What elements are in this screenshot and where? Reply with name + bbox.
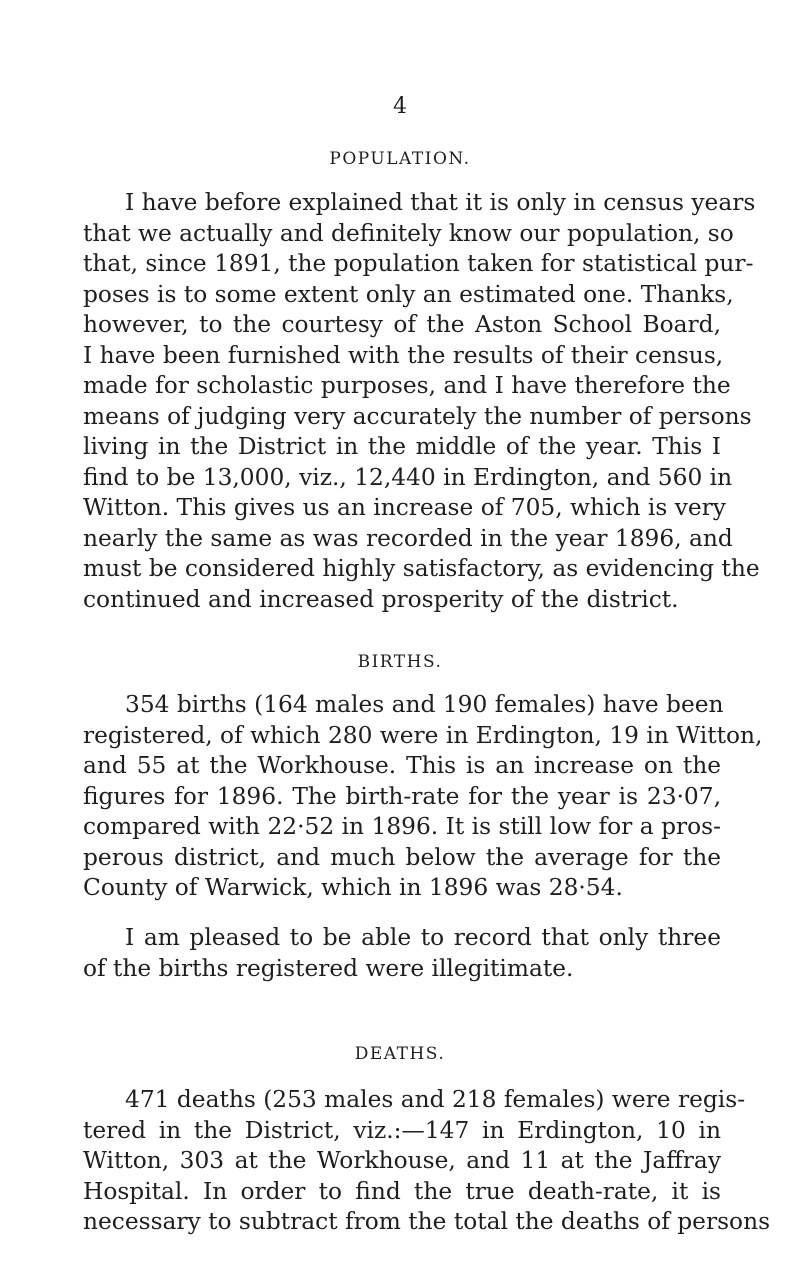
text-line: tered in the District, viz.:—147 in Erdington, 10 in [83, 1116, 721, 1144]
text-line: 471 deaths (253 males and 218 females) were regis- [125, 1086, 746, 1113]
text-line: and 55 at the Workhouse. This is an increase on the [83, 752, 721, 779]
text-line: Witton. This gives us an increase of 705, which is very [83, 494, 726, 521]
text-line: I am pleased to be able to record that only three [125, 924, 721, 951]
text-line: registered, of which 280 were in Erdington, 19 in Witton, [83, 721, 763, 749]
text-line: compared with 22·52 in 1896. It is still low for a pros- [83, 813, 721, 840]
text-line: 354 births (164 males and 190 females) have been [125, 691, 724, 718]
text-line: continued and increased prosperity of the district. [83, 585, 679, 613]
paragraph-births [83, 690, 763, 904]
text-line: must be considered highly satisfactory, as evidencing the [83, 555, 760, 582]
text-line: that we actually and definitely know our population, so [83, 219, 734, 247]
text-line: made for scholastic purposes, and I have therefore the [83, 372, 731, 399]
text-line: perous district, and much below the average for the [83, 843, 721, 871]
text-line: I have been furnished with the results of their census, [83, 341, 724, 369]
text-line: however, to the courtesy of the Aston School Board, [83, 311, 721, 338]
paragraph-population [83, 188, 760, 615]
section-heading-births: BIRTHS. [357, 652, 443, 672]
section-heading-population: POPULATION. [329, 149, 471, 169]
text-line: I have before explained that it is only in census years [125, 189, 756, 216]
text-line: find to be 13,000, viz., 12,440 in Erdington, and 560 in [83, 463, 733, 491]
text-line: Hospital. In order to find the true death-rate, it is [83, 1177, 721, 1205]
text-line: poses is to some extent only an estimated one. Thanks, [83, 280, 734, 308]
text-line: means of judging very accurately the number of persons [83, 402, 752, 430]
paragraph-deaths [83, 1085, 771, 1238]
text-line: nearly the same as was recorded in the year 1896, and [83, 524, 733, 552]
text-line: necessary to subtract from the total the deaths of persons [83, 1208, 771, 1235]
section-heading-deaths: DEATHS. [354, 1044, 446, 1064]
paragraph-births-illegitimate [83, 923, 721, 984]
text-line: that, since 1891, the population taken for statistical pur- [83, 250, 754, 277]
text-line: of the births registered were illegitimate. [83, 954, 574, 982]
text-line: Witton, 303 at the Workhouse, and 11 at the Jaffray [83, 1147, 721, 1174]
page-number: 4 [393, 94, 407, 119]
text-line: County of Warwick, which in 1896 was 28·54. [83, 874, 623, 901]
text-line: figures for 1896. The birth-rate for the year is 23·07, [83, 782, 721, 810]
text-line: living in the District in the middle of the year. This I [83, 433, 721, 460]
